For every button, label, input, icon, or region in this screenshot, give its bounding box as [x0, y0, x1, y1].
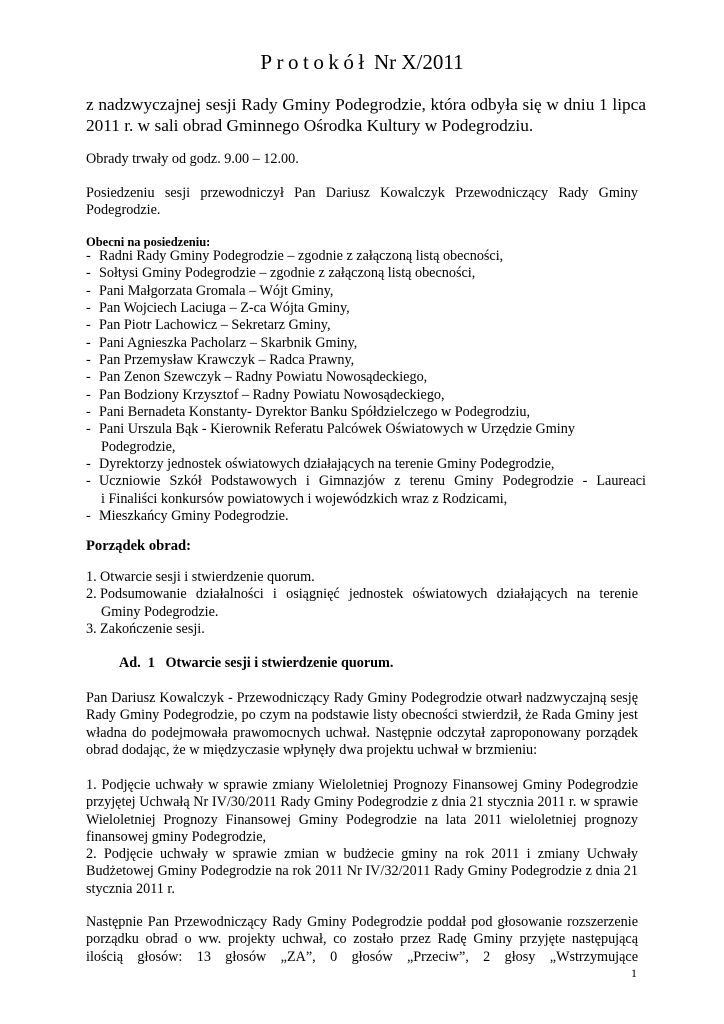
list-item: - Dyrektorzy jednostek oświatowych działających na terenie Gminy Podegrodzie,	[86, 456, 555, 473]
list-item: - Pani Bernadeta Konstanty- Dyrektor Banku Spółdzielczego w Podegrodziu,	[86, 404, 531, 421]
document-title	[0, 50, 724, 75]
list-item: 3. Zakończenie sesji.	[86, 621, 205, 638]
list-item: - Mieszkańcy Gminy Podegrodzie.	[86, 508, 289, 525]
list-item: - Pan Bodziony Krzysztof – Radny Powiatu Nowosądeckiego,	[86, 386, 445, 403]
list-item: - Pan Wojciech Laciuga – Z-ca Wójta Gminy,	[86, 300, 350, 317]
resolution-item-2: 2. Podjęcie uchwały w sprawie zmian w budżecie gminy na rok 2011 i zmiany Uchwały Budżetowej Gminy Podegrodzie na rok 2011 Nr IV/32/2011 Rady Gminy Podegrodzie z dnia 21 stycznia 2011 r.	[86, 846, 638, 897]
page-number: 1	[631, 966, 637, 980]
agenda-list	[86, 569, 638, 638]
list-item: 1. Otwarcie sesji i stwierdzenie quorum.	[86, 569, 315, 585]
chairperson-paragraph: Posiedzeniu sesji przewodniczył Pan Dariusz Kowalczyk Przewodniczący Rady Gminy Podegrodzie.	[86, 185, 638, 219]
list-item: - Radni Rady Gminy Podegrodzie – zgodnie z załączoną listą obecności,	[86, 248, 504, 264]
opening-paragraph: Pan Dariusz Kowalczyk - Przewodniczący Rady Gminy Podegrodzie otwarł nadzwyczajną sesję Rady Gminy Podegrodzie, po czym na podstawie listy obecności stwierdził, że Rada Gminy jest władna do podejmowała prawomocnych uchwał. Następnie odczytał zaproponowany porządek obrad dodając, że w międzyczasie wpłynęły dwa projektu uchwał w brzmieniu:	[86, 690, 638, 758]
list-item: - Pan Przemysław Krawczyk – Radca Prawny,	[86, 352, 355, 369]
session-hours: Obrady trwały od godz. 9.00 – 12.00.	[86, 151, 299, 167]
list-item: - Pani Urszula Bąk - Kierownik Referatu Palcówek Oświatowych w Urzędzie Gminy Podegrodzie,	[86, 421, 575, 455]
title-number: Nr X/2011	[373, 50, 464, 74]
title-word: Protokół	[260, 50, 369, 74]
list-item: - Pani Małgorzata Gromala – Wójt Gminy,	[86, 282, 334, 299]
resolution-item-1: 1. Podjęcie uchwały w sprawie zmiany Wieloletniej Prognozy Finansowej Gminy Podegrodzie przyjętej Uchwałą Nr IV/30/2011 Rady Gminy Podegrodzie z dnia 21 stycznia 2011 r. w sprawie Wieloletniej Prognozy Finansowej Gminy Podegrodzie na lata 2011 wieloletniej prognozy finansowej gminy Podegrodzie,	[86, 777, 638, 845]
list-item: - Pani Agnieszka Pacholarz – Skarbnik Gminy,	[86, 334, 358, 351]
list-item: - Pan Zenon Szewczyk – Radny Powiatu Nowosądeckiego,	[86, 369, 428, 386]
list-item: - Pan Piotr Lachowicz – Sekretarz Gminy,	[86, 317, 331, 334]
list-item: 2. Podsumowanie działalności i osiągnięć jednostek oświatowych działających na terenie Gminy Podegrodzie.	[86, 586, 638, 620]
agenda-heading: Porządek obrad:	[86, 538, 191, 554]
list-item: - Sołtysi Gminy Podegrodzie – zgodnie z załączoną listą obecności,	[86, 265, 476, 282]
vote-paragraph: Następnie Pan Przewodniczący Rady Gminy Podegrodzie poddał pod głosowanie rozszerzenie porządku obrad o ww. projekty uchwał, co zostało przez Radę Gminy przyjęte następującą ilością głosów: 13 głosów „ZA”, 0 głosów „Przeciw”, 2 głosy „Wstrzymujące	[86, 914, 638, 965]
attendance-heading: Obecni na posiedzeniu:	[86, 235, 211, 249]
list-item: - Uczniowie Szkół Podstawowych i Gimnazjów z terenu Gminy Podegrodzie - Laureaci i Finaliści konkursów powiatowych i wojewódzkich wraz z Rodzicami,	[86, 473, 646, 507]
attendance-list	[86, 248, 646, 526]
session-subtitle: z nadzwyczajnej sesji Rady Gminy Podegrodzie, która odbyła się w dniu 1 lipca 2011 r. w sali obrad Gminnego Ośrodka Kultury w Podegrodziu.	[86, 95, 646, 135]
section-heading: Ad. 1 Otwarcie sesji i stwierdzenie quorum.	[119, 655, 394, 671]
